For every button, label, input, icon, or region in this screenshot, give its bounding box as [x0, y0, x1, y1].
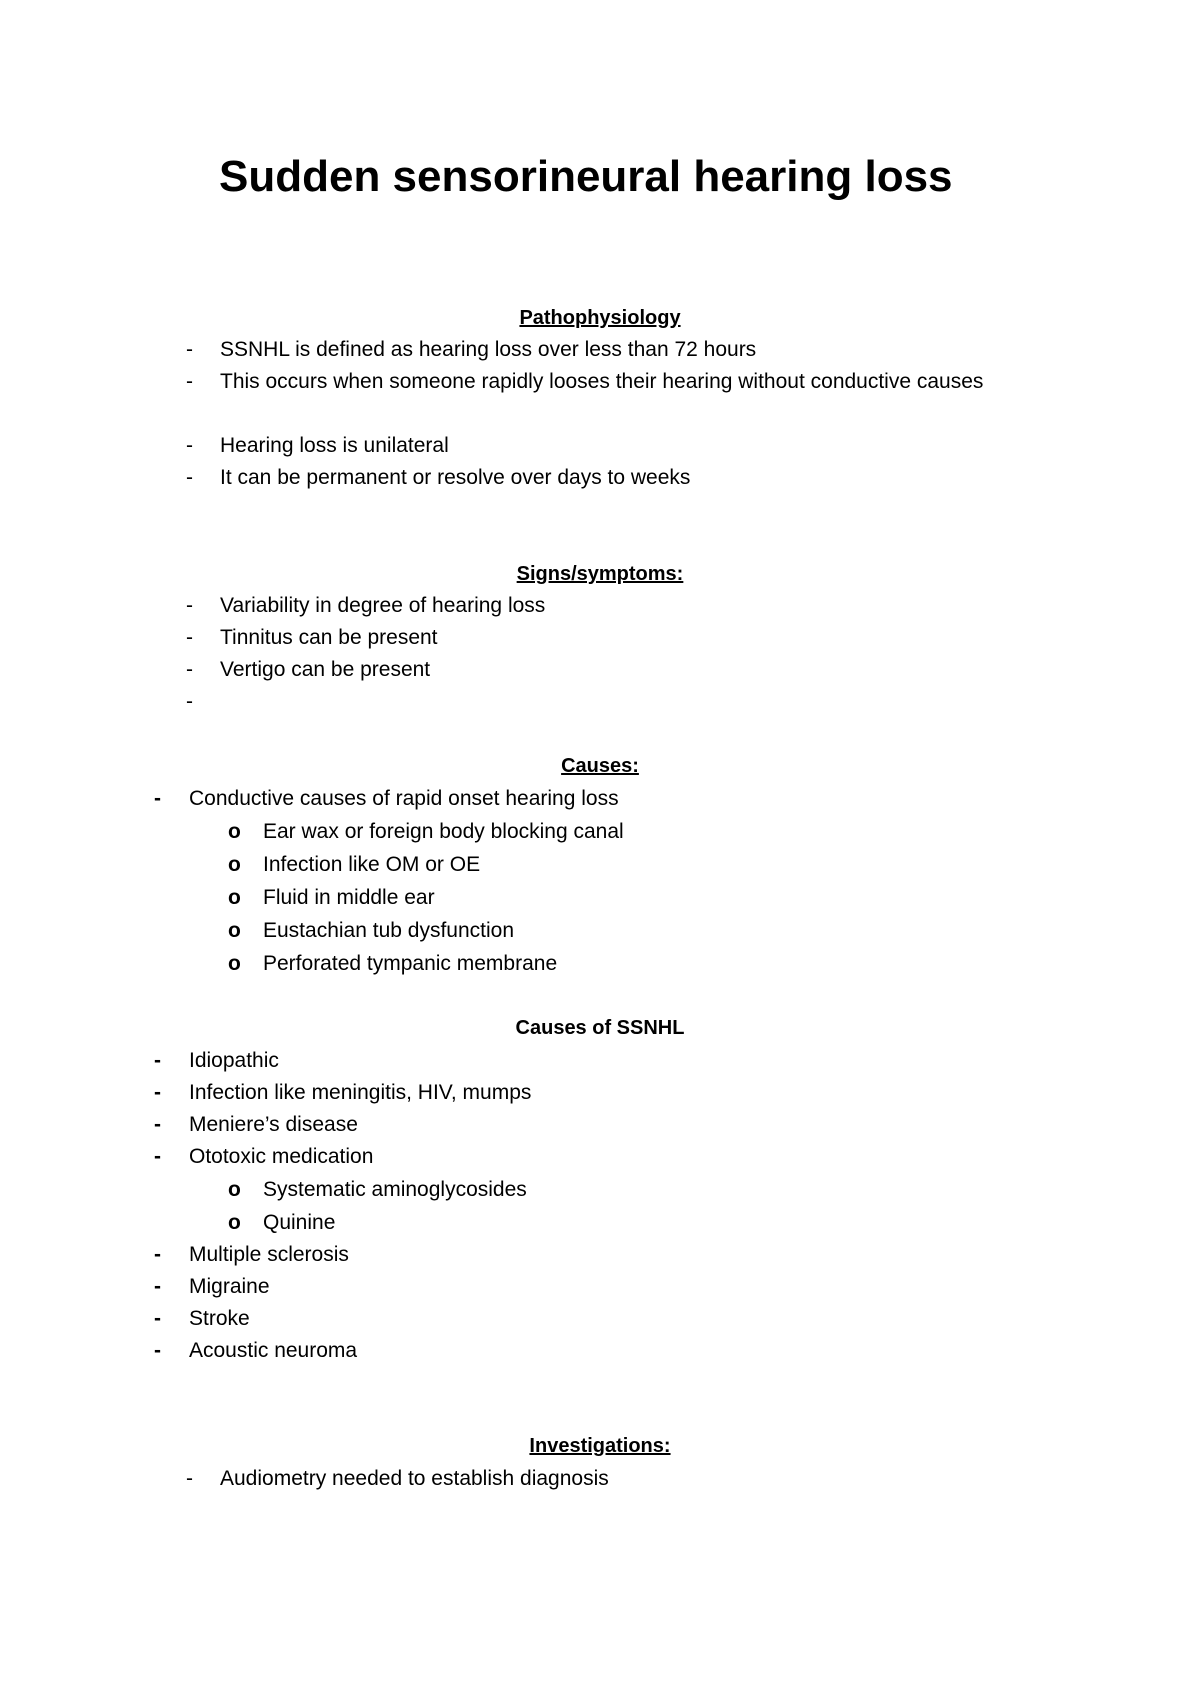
section-heading-pathophysiology: Pathophysiology	[519, 307, 681, 329]
circle-marker: o	[228, 886, 241, 909]
dash-marker: -	[154, 1049, 161, 1072]
dash-marker: -	[154, 1113, 161, 1136]
dash-marker: -	[154, 1339, 161, 1362]
pathophysiology-list	[186, 334, 1028, 494]
dash-marker: -	[154, 1081, 161, 1104]
dash-marker: -	[186, 434, 193, 457]
dash-marker: -	[186, 338, 193, 361]
section-heading-causes-of-ssnhl: Causes of SSNHL	[515, 1017, 685, 1039]
list-item: - Hearing loss is unilateral	[186, 430, 1028, 462]
dash-marker: -	[154, 1145, 161, 1168]
section-heading-causes: Causes:	[561, 755, 639, 777]
dash-marker: -	[186, 690, 193, 713]
dash-marker: -	[186, 466, 193, 489]
dash-marker: -	[154, 1307, 161, 1330]
document-title: Sudden sensorineural hearing loss	[219, 152, 953, 201]
dash-marker: -	[154, 1243, 161, 1266]
dash-marker: -	[154, 1275, 161, 1298]
dash-marker: -	[186, 626, 193, 649]
circle-marker: o	[228, 853, 241, 876]
dash-marker: -	[186, 370, 193, 393]
circle-marker: o	[228, 919, 241, 942]
dash-marker: -	[186, 594, 193, 617]
dash-marker: -	[186, 1467, 193, 1490]
section-heading-signs: Signs/symptoms:	[516, 563, 684, 585]
list-item: - This occurs when someone rapidly looses their hearing without conductive causes	[186, 366, 1028, 430]
circle-marker: o	[228, 1211, 241, 1234]
circle-marker: o	[228, 952, 241, 975]
list-item: - It can be permanent or resolve over days to weeks	[186, 462, 1028, 494]
circle-marker: o	[228, 820, 241, 843]
list-item: - SSNHL is defined as hearing loss over less than 72 hours	[186, 334, 1028, 366]
section-heading-investigations: Investigations:	[529, 1435, 671, 1457]
circle-marker: o	[228, 1178, 241, 1201]
dash-marker: -	[154, 787, 161, 810]
dash-marker: -	[186, 658, 193, 681]
